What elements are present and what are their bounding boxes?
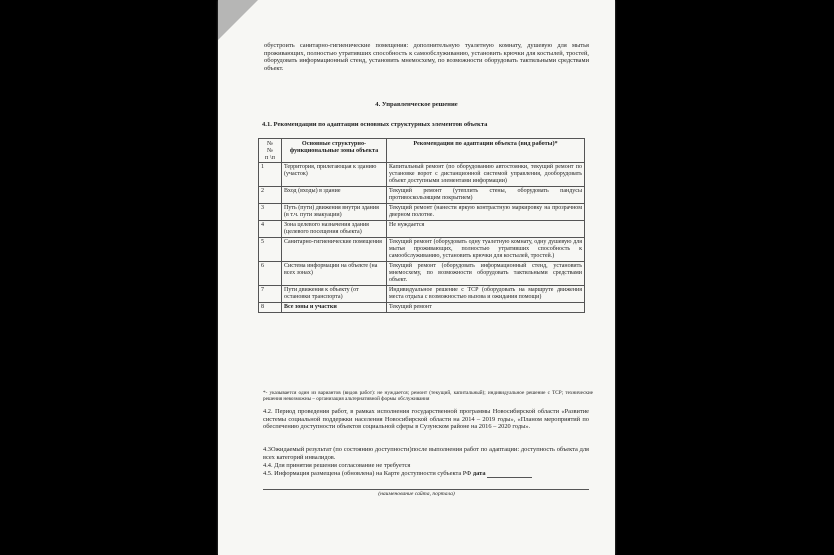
date-label: дата <box>472 470 486 477</box>
recommendations-table <box>258 138 585 313</box>
cell-rec: Индивидуальное решение с ТСР (оборудовать на маршруте движения места отдыха с возможностью вызова и ожидания помощи) <box>387 286 585 303</box>
table-row <box>259 221 585 238</box>
cell-zone: Зона целевого назначения здания (целевого посещения объекта) <box>282 221 387 238</box>
table-row <box>259 163 585 187</box>
site-name-line <box>263 489 589 490</box>
cell-rec: Капитальный ремонт (по оборудованию автостоянки, текущий ремонт по установке ворот с дистанционной системой управления, дооборудовать объект доступными элементами информации) <box>387 163 585 187</box>
cell-rec: Текущий ремонт (утеплить стены, оборудовать пандусы противоскользящим покрытием) <box>387 187 585 204</box>
table-row <box>259 303 585 313</box>
header-num: № № п \п <box>259 139 282 163</box>
table-row <box>259 204 585 221</box>
cell-zone: Вход (входы) в здание <box>282 187 387 204</box>
cell-rec: Текущий ремонт (нанести яркую контрастную маркировку на прозрачном дверном полотне. <box>387 204 585 221</box>
cell-num: 1 <box>259 163 282 187</box>
date-blank <box>487 471 532 478</box>
cell-rec: Текущий ремонт (оборудовать информационный стенд, установить мнемосхему, по возможности оборудовать тактильными средствами объект. <box>387 262 585 286</box>
cell-zone: Пути движения к объекту (от остановки транспорта) <box>282 286 387 303</box>
header-zone: Основные структурно-функциональные зоны объекта <box>282 139 387 163</box>
site-name-caption: (наименование сайта, портала) <box>378 491 455 497</box>
cell-rec: Текущий ремонт (оборудовать одну туалетную комнату, одну душевую для мытья проживающих, полностью утративших способность к самообслуживанию, установить крючки для костылей, тростей.) <box>387 238 585 262</box>
section-title: 4. Управленческое решение <box>375 101 458 108</box>
table-header-row <box>259 139 585 163</box>
cell-num: 7 <box>259 286 282 303</box>
cell-num: 2 <box>259 187 282 204</box>
cell-rec: Текущий ремонт <box>387 303 585 313</box>
paragraph-4-2: 4.2. Период проведения работ, в рамках исполнения государственной программы Новосибирской области «Развитие системы социальной поддержки населения Новосибирской области на 2014 – 2019 годы», «Планом мероприятий по обеспечению доступности объектов социальной сферы в Сузунском районе на 2016 – 2020 годы». <box>263 408 589 431</box>
cell-num: 4 <box>259 221 282 238</box>
header-recommendation: Рекомендации по адаптации объекта (вид работы)* <box>387 139 585 163</box>
cell-zone: Путь (пути) движения внутри здания (в т.ч. пути эвакуации) <box>282 204 387 221</box>
cell-num: 5 <box>259 238 282 262</box>
cell-zone: Территория, прилегающая к зданию (участок) <box>282 163 387 187</box>
table-row <box>259 262 585 286</box>
cell-num: 3 <box>259 204 282 221</box>
cell-zone: Все зоны и участки <box>282 303 387 313</box>
cell-num: 8 <box>259 303 282 313</box>
paragraph-4-4: 4.4. Для принятия решения согласование не требуется <box>263 462 411 469</box>
document-page <box>218 0 615 555</box>
paragraph-4-3: 4.3Ожидаемый результат (по состоянию доступности)после выполнения работ по адаптации: доступность объекта для всех категорий инвалидов. <box>263 446 589 461</box>
cell-zone: Система информации на объекте (на всех зонах) <box>282 262 387 286</box>
paragraph-4-5-text: 4.5. Информация размещена (обновлена) на Карте доступности субъекта РФ <box>263 470 473 477</box>
folded-corner <box>218 0 258 40</box>
paragraph-4-5 <box>263 470 589 478</box>
intro-paragraph: обустроить санитарно-гигиенические помещения: дополнительную туалетную комнату, душевую для мытья проживающих, полностью утративших способность к самообслуживанию, установить крючки для костылей, тростей, оборудовать информационный стенд, установить мнемосхему, по возможности оборудовать тактильными средствами объект. <box>264 42 589 72</box>
subsection-title: 4.1. Рекомендации по адаптации основных структурных элементов объекта <box>262 121 488 128</box>
cell-num: 6 <box>259 262 282 286</box>
table-row <box>259 286 585 303</box>
cell-zone: Санитарно-гигиенические помещения <box>282 238 387 262</box>
cell-rec: Не нуждается <box>387 221 585 238</box>
footnote: *- указывается один из вариантов (видов работ): не нуждается; ремонт (текущий, капитальный); индивидуальное решение с ТСР; технические решения невозможны – организация альтернативной формы обслуживания <box>263 390 593 402</box>
table-row <box>259 238 585 262</box>
table-row <box>259 187 585 204</box>
